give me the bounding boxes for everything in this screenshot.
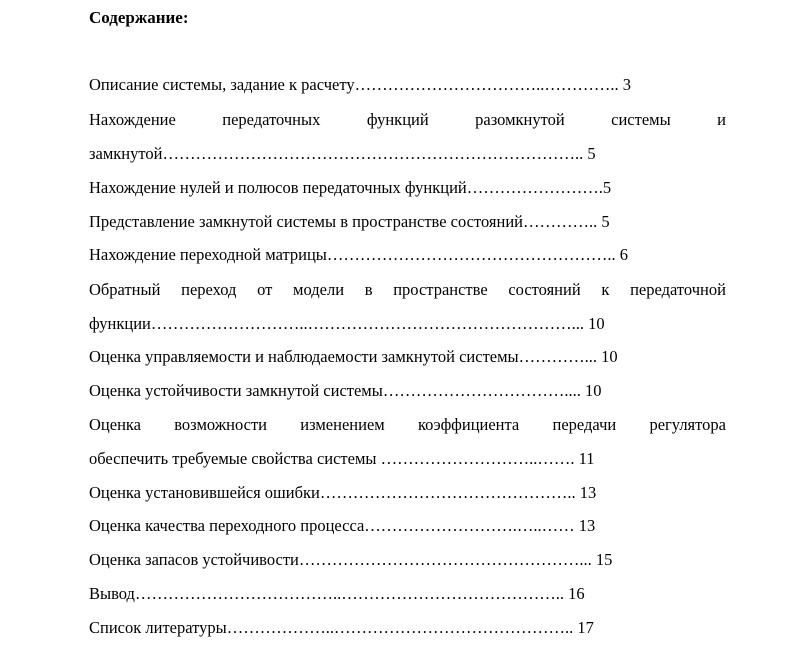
- toc-line-gain-capability-cont: обеспечить требуемые свойства системы ………………………..……. 11: [89, 449, 595, 468]
- toc-title: Содержание:: [89, 8, 189, 27]
- toc-line-transfer-functions-cont: замкнутой………………………………………………………………….. 5: [89, 144, 596, 163]
- toc-line-controllability: Оценка управляемости и наблюдаемости замкнутой системы…………... 10: [89, 347, 618, 366]
- toc-word: разомкнутой: [475, 110, 565, 129]
- toc-word: передаточной: [630, 280, 726, 299]
- toc-word: пространстве: [393, 280, 488, 299]
- toc-line-transfer-functions: [89, 110, 726, 130]
- toc-word: передаточных: [222, 110, 321, 129]
- toc-line-inverse-transition-cont: функции………………………..…………………………………………... 10: [89, 314, 605, 333]
- toc-line-transition-matrix: Нахождение переходной матрицы…………………………………………….. 6: [89, 245, 629, 264]
- toc-line-conclusion: Вывод………………………………..………………………………….. 16: [89, 584, 585, 603]
- toc-word: от: [257, 280, 273, 299]
- toc-line-stability-margins: Оценка запасов устойчивости……………………………………………... 15: [89, 550, 613, 569]
- toc-word: Оценка: [89, 415, 141, 434]
- toc-line-state-space: Представление замкнутой системы в пространстве состояний………….. 5: [89, 212, 610, 231]
- toc-line-system-description: Описание системы, задание к расчету……………………………..………….. 3: [89, 75, 631, 94]
- toc-word: Обратный: [89, 280, 161, 299]
- toc-word: состояний: [508, 280, 581, 299]
- toc-word: регулятора: [649, 415, 726, 434]
- toc-line-steady-state-error: Оценка установившейся ошибки……………………………………….. 13: [89, 483, 597, 502]
- toc-word: изменением: [300, 415, 385, 434]
- toc-word: коэффициента: [417, 415, 520, 434]
- toc-word: модели: [293, 280, 345, 299]
- toc-word: Нахождение: [89, 110, 176, 129]
- toc-line-transient-quality: Оценка качества переходного процесса……………………….…..…… 13: [89, 516, 596, 535]
- toc-word: функций: [366, 110, 429, 129]
- toc-word: в: [364, 280, 373, 299]
- toc-word: возможности: [174, 415, 267, 434]
- toc-word: и: [717, 110, 726, 129]
- toc-line-zeros-poles: Нахождение нулей и полюсов передаточных функций…………………….5: [89, 178, 612, 197]
- toc-line-stability: Оценка устойчивости замкнутой системы…………………………….... 10: [89, 381, 602, 400]
- toc-line-gain-capability: [89, 415, 726, 435]
- toc-line-inverse-transition: [89, 280, 726, 300]
- toc-line-references: Список литературы………………..…………………………………….. 17: [89, 618, 594, 637]
- toc-word: системы: [611, 110, 671, 129]
- toc-word: переход: [181, 280, 237, 299]
- toc-word: передачи: [552, 415, 617, 434]
- toc-word: к: [601, 280, 610, 299]
